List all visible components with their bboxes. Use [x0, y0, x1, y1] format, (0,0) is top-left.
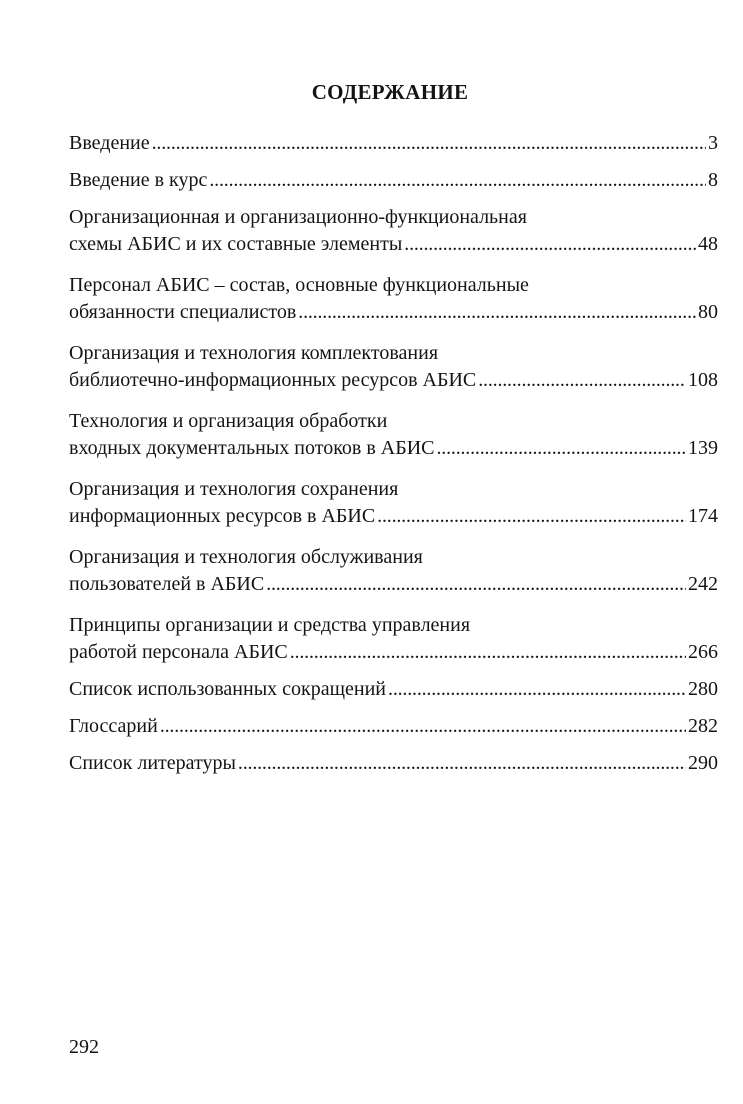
- toc-entry-title-line: Организация и технология комплектования: [69, 342, 439, 364]
- toc-entry-title: Список использованных сокращений: [69, 678, 387, 700]
- toc-entry-last-line: [69, 231, 718, 258]
- dot-leader: [298, 299, 696, 326]
- toc-entry-title: работой персонала АБИС: [69, 641, 288, 663]
- toc-entry[interactable]: [69, 612, 718, 666]
- toc-entry-page-number: 280: [688, 678, 718, 700]
- toc-entry-title-line: Организация и технология обслуживания: [69, 546, 423, 568]
- toc-entry[interactable]: [69, 476, 718, 530]
- toc-entry-title: пользователей в АБИС: [69, 573, 265, 595]
- toc-entry[interactable]: [69, 204, 718, 258]
- toc-entry-last-line: [69, 676, 718, 703]
- toc-entry-page-number: 8: [708, 169, 718, 191]
- toc-entry[interactable]: [69, 544, 718, 598]
- dot-leader: [266, 571, 686, 598]
- toc-entry[interactable]: [69, 676, 718, 703]
- toc-entry-title: информационных ресурсов в АБИС: [69, 505, 376, 527]
- dot-leader: [152, 130, 706, 157]
- toc-entry-title-line: Технология и организация обработки: [69, 410, 388, 432]
- toc-entry-last-line: [69, 299, 718, 326]
- toc-entry-last-line: [69, 435, 718, 462]
- toc-entry-title-line: Организационная и организационно-функциональная: [69, 206, 527, 228]
- toc-entry[interactable]: [69, 750, 718, 777]
- dot-leader: [404, 231, 696, 258]
- toc-entry-last-line: [69, 571, 718, 598]
- dot-leader: [437, 435, 687, 462]
- toc-entry-page-number: 290: [688, 752, 718, 774]
- toc-entry-last-line: [69, 130, 718, 157]
- dot-leader: [238, 750, 686, 777]
- toc-entry[interactable]: [69, 408, 718, 462]
- toc-entry-title-line: Персонал АБИС – состав, основные функциональные: [69, 274, 529, 296]
- page-number: 292: [69, 1036, 99, 1058]
- toc-entry[interactable]: [69, 272, 718, 326]
- toc-entry-last-line: [69, 167, 718, 194]
- table-of-contents: [69, 130, 718, 777]
- toc-entry[interactable]: [69, 130, 718, 157]
- toc-entry-last-line: [69, 367, 718, 394]
- toc-entry[interactable]: [69, 713, 718, 740]
- toc-entry-page-number: 242: [688, 573, 718, 595]
- toc-entry-title: схемы АБИС и их составные элементы: [69, 233, 403, 255]
- toc-entry-title: Список литературы: [69, 752, 236, 774]
- dot-leader: [388, 676, 686, 703]
- toc-entry-title-line: Принципы организации и средства управления: [69, 614, 471, 636]
- dot-leader: [290, 639, 686, 666]
- toc-entry-title: библиотечно-информационных ресурсов АБИС: [69, 369, 477, 391]
- toc-entry-title: Введение в курс: [69, 169, 208, 191]
- toc-entry-page-number: 80: [698, 301, 718, 323]
- dot-leader: [377, 503, 686, 530]
- toc-entry-page-number: 48: [698, 233, 718, 255]
- toc-entry-page-number: 139: [688, 437, 718, 459]
- dot-leader: [209, 167, 706, 194]
- toc-entry-title: Глоссарий: [69, 715, 158, 737]
- toc-entry-page-number: 282: [688, 715, 718, 737]
- toc-entry-page-number: 174: [688, 505, 718, 527]
- toc-entry-title-line: Организация и технология сохранения: [69, 478, 399, 500]
- toc-entry-last-line: [69, 503, 718, 530]
- page-title: СОДЕРЖАНИЕ: [311, 80, 469, 104]
- toc-entry-last-line: [69, 639, 718, 666]
- toc-entry-last-line: [69, 750, 718, 777]
- toc-entry-last-line: [69, 713, 718, 740]
- toc-entry-page-number: 108: [688, 369, 718, 391]
- toc-entry[interactable]: [69, 167, 718, 194]
- dot-leader: [160, 713, 686, 740]
- toc-entry-title: обязанности специалистов: [69, 301, 297, 323]
- toc-entry-title: входных документальных потоков в АБИС: [69, 437, 435, 459]
- toc-entry-title: Введение: [69, 132, 150, 154]
- dot-leader: [478, 367, 686, 394]
- toc-entry[interactable]: [69, 340, 718, 394]
- toc-entry-page-number: 266: [688, 641, 718, 663]
- toc-entry-page-number: 3: [708, 132, 718, 154]
